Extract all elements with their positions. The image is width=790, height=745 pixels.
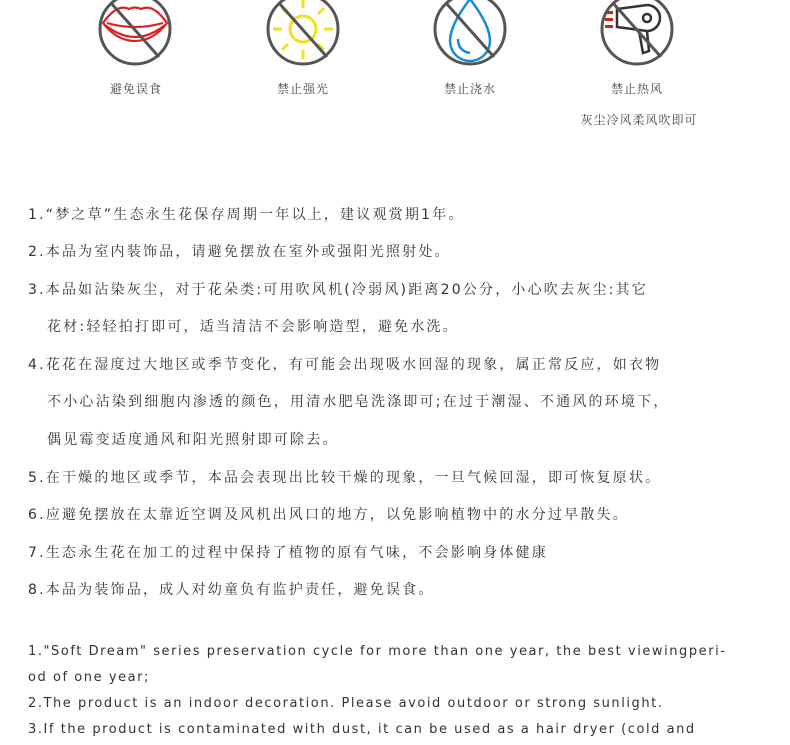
- care-line: 花材:轻轻拍打即可，适当清洁不会影响造型，避免水洗。: [47, 319, 459, 335]
- care-line: 不小心沾染到细胞内渗透的颜色，用清水肥皂洗涤即可;在过于潮湿、不通风的环境下，: [47, 394, 670, 410]
- no-sunlight-icon: [265, 0, 341, 67]
- icon-label: 禁止热风: [610, 82, 664, 96]
- english-line: 2.The product is an indoor decoration. Please avoid outdoor or strong sunlight.: [28, 696, 664, 711]
- icon-label: 禁止强光: [276, 82, 330, 96]
- icon-note: 灰尘冷风柔风吹即可: [580, 113, 698, 127]
- care-line: 5.在干燥的地区或季节，本品会表现出比较干燥的现象，一旦气候回湿，即可恢复原状。: [28, 470, 662, 486]
- no-watering-icon: [432, 0, 508, 67]
- icon-label: 禁止浇水: [443, 82, 497, 96]
- english-line: 1."Soft Dream" series preservation cycle for more than one year, the best viewingperi-: [28, 644, 727, 659]
- care-line: 7.生态永生花在加工的过程中保持了植物的原有气味，不会影响身体健康: [28, 545, 548, 561]
- icon-label: 避免误食: [109, 82, 163, 96]
- english-line: 3.If the product is contaminated with dust, it can be used as a hair dryer (cold and: [28, 722, 696, 737]
- no-hot-air-icon: [599, 0, 675, 67]
- care-line: 3.本品如沾染灰尘，对于花朵类:可用吹风机(冷弱风)距离20公分，小心吹去灰尘:其它: [28, 282, 648, 298]
- care-line: 1.“梦之草”生态永生花保存周期一年以上，建议观赏期1年。: [28, 207, 465, 223]
- care-line: 4.花花在湿度过大地区或季节变化，有可能会出现吸水回湿的现象，属正常反应，如衣物: [28, 357, 662, 373]
- care-line: 偶见霉变适度通风和阳光照射即可除去。: [47, 432, 339, 448]
- english-line: od of one year;: [28, 670, 150, 685]
- care-line: 2.本品为室内装饰品，请避免摆放在室外或强阳光照射处。: [28, 244, 451, 260]
- no-eating-icon: [97, 0, 173, 67]
- care-line: 6.应避免摆放在太靠近空调及风机出风口的地方，以免影响植物中的水分过早散失。: [28, 507, 629, 523]
- care-line: 8.本品为装饰品，成人对幼童负有监护责任，避免误食。: [28, 582, 435, 598]
